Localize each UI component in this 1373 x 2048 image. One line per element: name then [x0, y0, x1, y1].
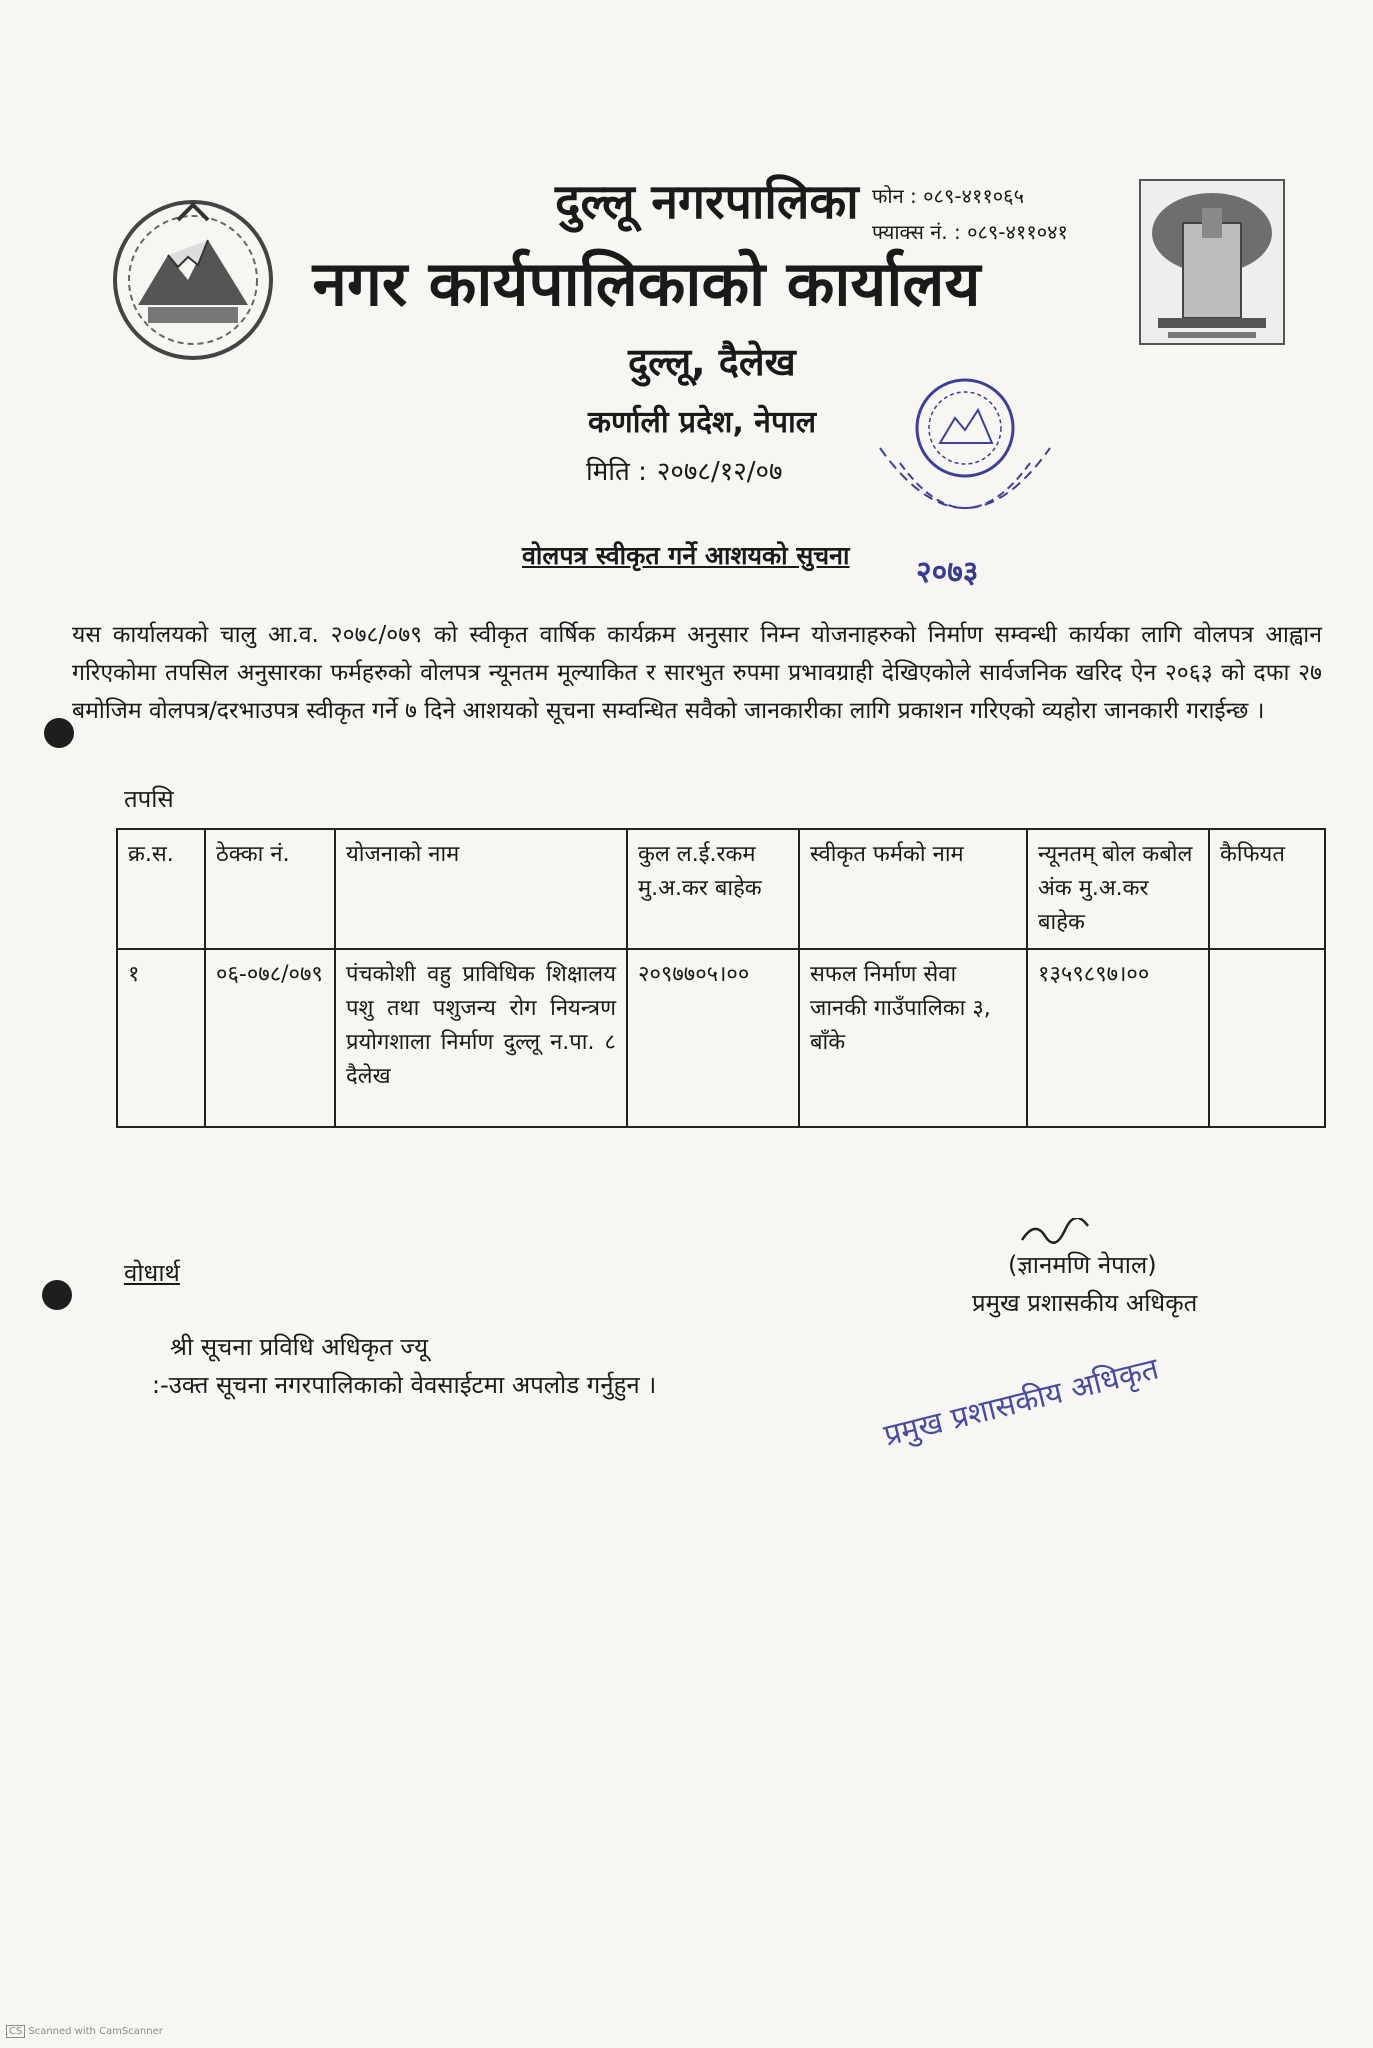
location-line-2: कर्णाली प्रदेश, नेपाल	[588, 405, 817, 440]
cell-remarks	[1209, 949, 1325, 1127]
bodhartha-label: वोधार्थ	[124, 1259, 180, 1287]
col-lowest-bid: न्यूनतम् बोल कबोल अंक मु.अ.कर बाहेक	[1027, 829, 1209, 949]
phone-number: फोन : ०८९-४११०६५	[872, 184, 1024, 208]
cell-serial: १	[117, 949, 205, 1127]
date-label: मिति :	[586, 457, 647, 487]
municipality-name: दुल्लू नगरपालिका	[555, 174, 859, 230]
location-line-1: दुल्लू, दैलेख	[628, 340, 796, 384]
col-project-name: योजनाको नाम	[335, 829, 627, 949]
col-serial: क्र.स.	[117, 829, 205, 949]
col-cost-estimate: कुल ल.ई.रकम मु.अ.कर बाहेक	[627, 829, 799, 949]
col-remarks: कैफियत	[1209, 829, 1325, 949]
punch-hole-top	[44, 718, 74, 748]
office-name: नगर कार्यपालिकाको कार्यालय	[312, 247, 981, 320]
notice-subject: वोलपत्र स्वीकृत गर्ने आशयको सुचना	[522, 541, 850, 570]
table-row	[117, 949, 1325, 1127]
signatory-title: प्रमुख प्रशासकीय अधिकृत	[972, 1289, 1198, 1317]
punch-hole-bottom	[42, 1280, 72, 1310]
notice-body: यस कार्यालयको चालु आ.व. २०७८/०७९ को स्वीकृत वार्षिक कार्यक्रम अनुसार निम्न योजनाहरुको निर्माण सम्वन्धी कार्यका लागि वोलपत्र आह्वान गरिएकोमा तपसिल अनुसारका फर्महरुको वोलपत्र न्यूनतम मूल्याकित र सारभुत रुपमा प्रभावग्राही देखिएकोले सार्वजनिक खरिद ऐन २०६३ को दफा २७ बमोजिम वोलपत्र/दरभाउपत्र स्वीकृत गर्ने ७ दिने आशयको सूचना सम्वन्धित सवैको जानकारीका लागि प्रकाशन गरिएको व्यहोरा जानकारी गराईन्छ ।	[72, 622, 1322, 724]
table-header-row	[117, 829, 1325, 949]
cell-cost-estimate: २०९७७०५।००	[627, 949, 799, 1127]
date-value: २०७८/१२/०७	[656, 457, 783, 487]
camscanner-text: Scanned with CamScanner	[28, 2026, 163, 2037]
tapasil-label: तपसि	[124, 785, 174, 813]
col-firm-name: स्वीकृत फर्मको नाम	[799, 829, 1027, 949]
cell-project-name: पंचकोशी वहु प्राविधिक शिक्षालय पशु तथा पशुजन्य रोग नियन्त्रण प्रयोगशाला निर्माण दुल्लू न.पा. ८ दैलेख	[335, 949, 627, 1127]
stamp-year: २०७३	[916, 555, 979, 590]
signatory-name: (ज्ञानमणि नेपाल)	[1008, 1251, 1157, 1279]
fax-number: फ्याक्स नं. : ०८९-४११०४१	[872, 220, 1068, 244]
camscanner-badge: CS	[6, 2025, 25, 2038]
signature-icon	[1020, 1218, 1090, 1248]
recipient-line: श्री सूचना प्रविधि अधिकृत ज्यू	[170, 1333, 428, 1361]
signatory-stamp: प्रमुख प्रशासकीय अधिकृत	[880, 1351, 1163, 1454]
instruction-line: :-उक्त सूचना नगरपालिकाको वेवसाईटमा अपलोड गर्नुहुन ।	[152, 1371, 657, 1399]
office-seal-stamp-icon	[860, 368, 1070, 578]
cell-lowest-bid: १३५९८९७।००	[1027, 949, 1209, 1127]
cell-firm-name: सफल निर्माण सेवा जानकी गाउँपालिका ३, बाँके	[799, 949, 1027, 1127]
bid-table	[116, 828, 1326, 1128]
cell-contract-no: ०६-०७८/०७९	[205, 949, 335, 1127]
scanner-watermark	[6, 2026, 163, 2037]
col-contract-no: ठेक्का नं.	[205, 829, 335, 949]
date-line	[586, 452, 783, 488]
